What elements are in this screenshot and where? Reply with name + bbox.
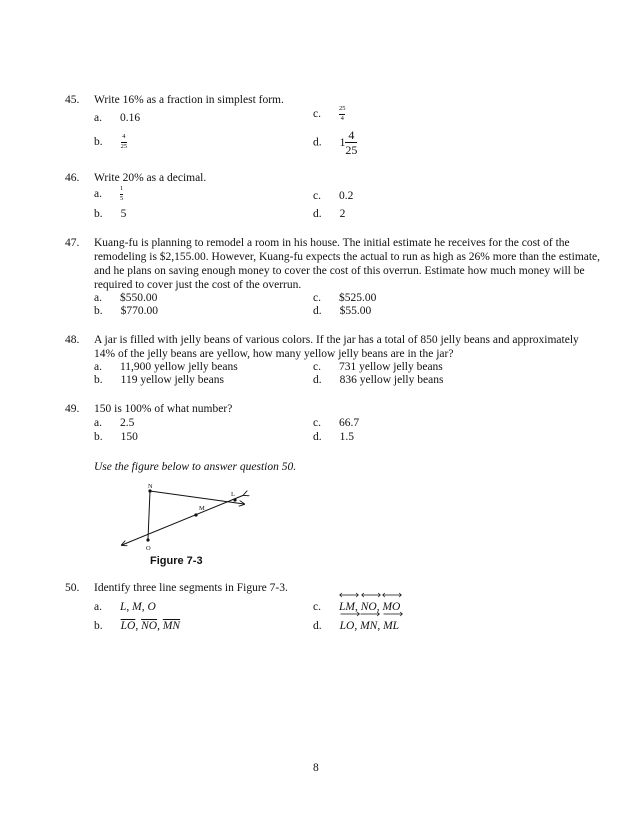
q50-d-sep1: , xyxy=(354,620,358,632)
point-l xyxy=(233,498,236,501)
q50-option-d xyxy=(313,620,399,632)
q48-option-b xyxy=(94,374,224,386)
q50-c-letter: c. xyxy=(313,601,321,613)
q48-b-value: 119 yellow jelly beans xyxy=(120,374,224,386)
label-l: L xyxy=(231,491,235,498)
q47-option-a xyxy=(94,292,157,304)
ray-mo-left xyxy=(122,495,244,545)
q50-d-s3: ML xyxy=(383,620,400,632)
q47-line-4: required to cover just the cost of the overrun. xyxy=(94,279,302,291)
q45-a-value: 0.16 xyxy=(119,112,141,124)
q47-d-letter: d. xyxy=(313,305,322,317)
q49-option-d xyxy=(313,431,354,443)
q48-d-value: 836 yellow jelly beans xyxy=(339,374,444,386)
line-nl xyxy=(150,491,244,504)
double-arrow-icon xyxy=(339,592,359,598)
q45-c-num: 25 xyxy=(338,105,346,112)
q50-c-sep1: , xyxy=(354,601,358,613)
q46-d-value: 2 xyxy=(339,208,346,220)
q46-c-letter: c. xyxy=(313,190,321,202)
q50-b-s1: $\overline{LO}$ xyxy=(120,620,136,632)
q50-d-ray2 xyxy=(360,620,377,632)
q49-stem: 150 is 100% of what number? xyxy=(94,403,233,415)
figure-7-3 xyxy=(110,478,270,558)
q50-a-sep2: , xyxy=(141,601,145,613)
q49-a-letter: a. xyxy=(94,417,102,429)
point-o xyxy=(146,538,149,541)
q45-b-den: 25 xyxy=(120,142,128,150)
q48-c-letter: c. xyxy=(313,361,321,373)
q46-option-b xyxy=(94,208,126,220)
q47-number: 47. xyxy=(65,237,80,249)
q50-c-s1: LM xyxy=(338,601,355,613)
q49-a-value: 2.5 xyxy=(119,417,135,429)
segment-no xyxy=(148,491,150,539)
q45-b-fraction xyxy=(121,134,128,150)
q50-a-p3: O xyxy=(147,601,156,613)
q48-number: 48. xyxy=(65,334,80,346)
q50-a-p2: M xyxy=(132,601,142,613)
label-o: O xyxy=(146,545,151,552)
q50-d-ray1 xyxy=(339,620,358,632)
q50-b-sep1: , xyxy=(135,620,139,632)
q49-option-a xyxy=(94,417,134,429)
q50-d-s1: LO xyxy=(339,620,355,632)
q49-d-value: 1.5 xyxy=(339,431,354,443)
q48-line-2: 14% of the jelly beans are yellow, how many yellow jelly beans are in the jar? xyxy=(94,348,454,360)
q45-stem: Write 16% as a fraction in simplest form. xyxy=(94,94,284,106)
q45-b-letter: b. xyxy=(94,136,103,148)
q46-stem: Write 20% as a decimal. xyxy=(94,172,207,184)
q50-b-letter: b. xyxy=(94,620,103,632)
q49-number: 49. xyxy=(65,403,80,415)
q46-b-value: 5 xyxy=(120,208,127,220)
q47-option-d xyxy=(313,305,371,317)
figure-instruction: Use the figure below to answer question 50. xyxy=(94,461,297,473)
q49-d-letter: d. xyxy=(313,431,322,443)
q50-number: 50. xyxy=(65,582,80,594)
q47-option-b xyxy=(94,305,158,317)
q48-a-value: 11,900 yellow jelly beans xyxy=(119,361,238,373)
q49-b-value: 150 xyxy=(120,431,138,443)
q47-c-value: $525.00 xyxy=(338,292,377,304)
q46-a-den: 5 xyxy=(119,194,124,202)
q46-option-d xyxy=(313,208,345,220)
q46-d-letter: d. xyxy=(313,208,322,220)
q45-c-den: 4 xyxy=(340,114,344,122)
q47-line-3: and he plans on saving enough money to cover the cost of this overrun. Estimate how much money will be xyxy=(94,265,585,277)
q46-option-a xyxy=(94,186,123,202)
q46-a-letter: a. xyxy=(94,188,102,200)
q47-b-letter: b. xyxy=(94,305,103,317)
q50-option-a xyxy=(94,601,156,613)
ray-arrow-icon xyxy=(340,611,360,617)
q45-d-whole: 1 xyxy=(339,136,346,149)
figure-caption: Figure 7-3 xyxy=(150,555,203,567)
label-n: N xyxy=(148,483,153,490)
ray-arrow-icon xyxy=(360,611,380,617)
q48-option-c xyxy=(313,361,443,373)
q47-a-letter: a. xyxy=(94,292,102,304)
q45-d-num: 4 xyxy=(348,128,355,142)
q50-c-s3: MO xyxy=(382,601,401,613)
q45-b-num: 4 xyxy=(122,133,126,140)
q49-option-b xyxy=(94,431,138,443)
q48-a-letter: a. xyxy=(94,361,102,373)
q50-b-s2: $\overline{NO}$ xyxy=(141,620,158,632)
q48-option-a xyxy=(94,361,238,373)
q47-c-letter: c. xyxy=(313,292,321,304)
q50-d-s2: MN xyxy=(360,620,378,632)
q49-c-letter: c. xyxy=(313,417,321,429)
q45-d-den: 25 xyxy=(345,143,358,157)
page-number: 8 xyxy=(313,762,319,774)
q47-b-value: $770.00 xyxy=(120,305,158,317)
q50-d-sep2: , xyxy=(377,620,381,632)
q45-c-letter: c. xyxy=(313,108,321,120)
q50-a-letter: a. xyxy=(94,601,102,613)
q48-c-value: 731 yellow jelly beans xyxy=(338,361,443,373)
q50-a-p1: L xyxy=(119,601,127,613)
q45-option-c xyxy=(313,106,345,122)
q45-d-letter: d. xyxy=(313,136,322,149)
q50-b-s3: $\overline{MN}$ xyxy=(162,620,181,632)
q45-option-b xyxy=(94,134,127,150)
label-m: M xyxy=(199,505,205,512)
q49-option-c xyxy=(313,417,359,429)
q50-a-sep1: , xyxy=(126,601,130,613)
q45-c-fraction xyxy=(339,106,346,122)
q48-d-letter: d. xyxy=(313,374,322,386)
q50-option-b xyxy=(94,620,180,632)
double-arrow-icon xyxy=(382,592,402,598)
q47-a-value: $550.00 xyxy=(119,292,158,304)
q47-line-1: Kuang-fu is planning to remodel a room in his house. The initial estimate he receives for the cost of the xyxy=(94,237,570,249)
q46-a-fraction xyxy=(120,186,123,202)
q50-c-sep2: , xyxy=(376,601,380,613)
q45-a-letter: a. xyxy=(94,112,102,124)
q45-number: 45. xyxy=(65,94,80,106)
q47-option-c xyxy=(313,292,376,304)
q46-number: 46. xyxy=(65,172,80,184)
q47-line-2: remodeling is $2,155.00. However, Kuang-fu expects the actual to run as high as 26% more than the estimate, xyxy=(94,251,601,263)
q50-stem: Identify three line segments in Figure 7-3. xyxy=(94,582,288,594)
double-arrow-icon xyxy=(361,592,381,598)
q50-d-ray3 xyxy=(383,620,399,632)
point-m xyxy=(194,513,197,516)
q47-d-value: $55.00 xyxy=(339,305,372,317)
q46-a-num: 1 xyxy=(119,185,124,192)
q46-option-c xyxy=(313,190,353,202)
q46-b-letter: b. xyxy=(94,208,103,220)
q49-b-letter: b. xyxy=(94,431,103,443)
q45-d-fraction xyxy=(345,129,357,156)
q48-line-1: A jar is filled with jelly beans of various colors. If the jar has a total of 850 jelly beans and approximately xyxy=(94,334,579,346)
q49-c-value: 66.7 xyxy=(338,417,360,429)
ray-arrow-icon xyxy=(383,611,403,617)
q48-b-letter: b. xyxy=(94,374,103,386)
q50-d-letter: d. xyxy=(313,620,322,632)
q48-option-d xyxy=(313,374,443,386)
q45-option-a xyxy=(94,112,140,124)
q50-c-s2: NO xyxy=(360,601,377,613)
q50-b-sep2: , xyxy=(157,620,160,632)
q46-c-value: 0.2 xyxy=(338,190,354,202)
q45-option-d xyxy=(313,129,357,156)
